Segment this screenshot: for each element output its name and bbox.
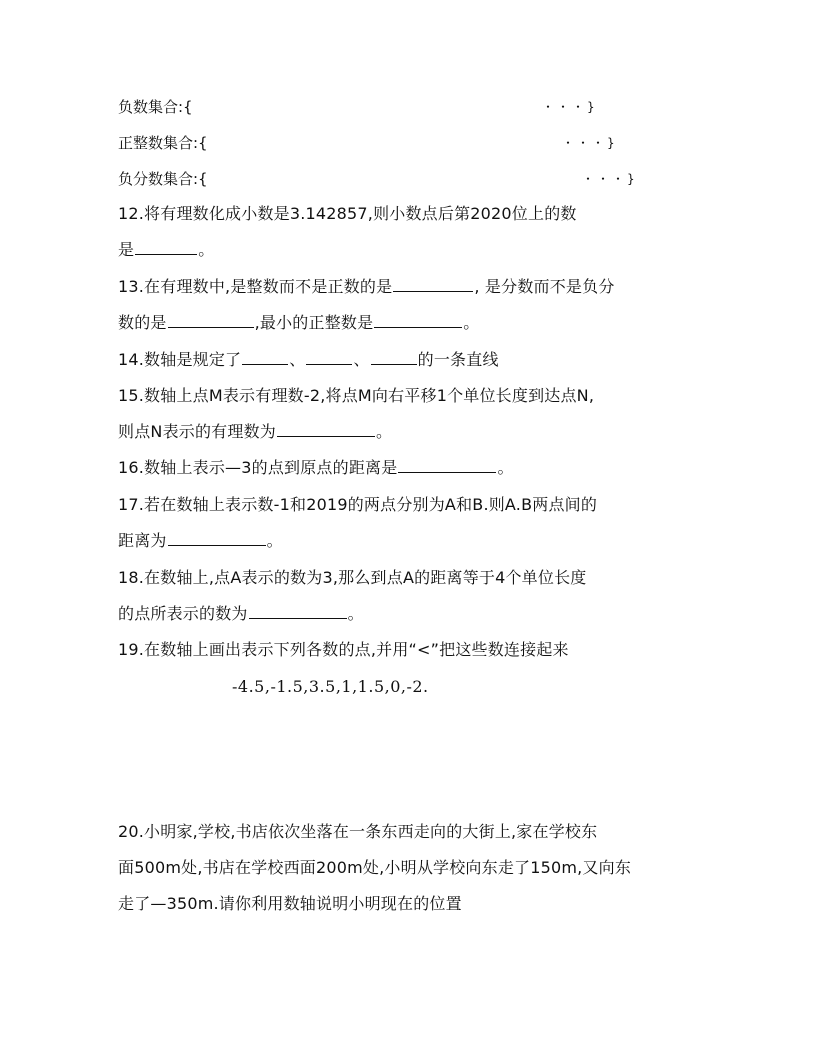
q17-end: 。 (266, 531, 283, 550)
negative-fraction-set-label: 负分数集合:{ (118, 170, 208, 188)
question-17-line-1: 17.若在数轴上表示数-1和2019的两点分别为A和B.则A.B两点间的 (118, 495, 598, 514)
answer-blank[interactable] (371, 350, 417, 365)
question-20-line-1: 20.小明家,学校,书店依次坐落在一条东西走向的大街上,家在学校东 (118, 822, 598, 841)
question-19-numbers: -4.5,-1.5,3.5,1,1.5,0,-2. (232, 677, 429, 696)
question-18-line-2 (118, 604, 364, 624)
question-15-line-1: 15.数轴上点M表示有理数-2,将点M向右平移1个单位长度到达点N, (118, 386, 595, 405)
question-20-line-2: 面500m处,书店在学校西面200m处,小明从学校向东走了150m,又向东 (118, 858, 632, 877)
q13-text-d: ,最小的正整数是 (254, 313, 374, 332)
answer-blank[interactable] (168, 313, 254, 328)
q12-text: 是 (118, 240, 135, 259)
answer-blank[interactable] (168, 531, 266, 546)
question-12-line-1: 12.将有理数化成小数是3.142857,则小数点后第2020位上的数 (118, 204, 577, 223)
answer-blank[interactable] (135, 240, 197, 255)
q18-text: 的点所表示的数为 (118, 604, 248, 623)
answer-blank[interactable] (242, 350, 288, 365)
question-13-line-1 (118, 277, 615, 297)
q13-text-c: 数的是 (118, 313, 167, 332)
answer-blank[interactable] (306, 350, 352, 365)
negative-set-row (118, 97, 718, 119)
answer-blank[interactable] (393, 277, 473, 292)
answer-blank[interactable] (398, 458, 496, 473)
question-19-line: 19.在数轴上画出表示下列各数的点,并用“<”把这些数连接起来 (118, 640, 569, 659)
negative-set-label: 负数集合:{ (118, 98, 193, 116)
q18-end: 。 (347, 604, 364, 623)
negative-fraction-set-end: ・・・} (582, 172, 638, 186)
q16-end: 。 (497, 458, 514, 477)
q14-sep-1: 、 (289, 350, 306, 369)
q13-text-b: , 是分数而不是负分 (474, 277, 615, 296)
q16-text: 16.数轴上表示—3的点到原点的距离是 (118, 458, 398, 477)
q15-end: 。 (375, 422, 393, 441)
question-12-line-2 (118, 240, 214, 260)
question-17-line-2 (118, 531, 283, 551)
q14-sep-2: 、 (353, 350, 370, 369)
negative-fraction-set-row (118, 169, 718, 191)
q13-end: 。 (463, 313, 480, 332)
question-20-line-3: 走了—350m.请你利用数轴说明小明现在的位置 (118, 894, 462, 913)
q15-text: 则点N表示的有理数为 (118, 422, 276, 441)
q12-end: 。 (198, 240, 215, 259)
question-18-line-1: 18.在数轴上,点A表示的数为3,那么到点A的距离等于4个单位长度 (118, 568, 587, 587)
question-16-line (118, 458, 514, 478)
positive-integer-set-row (118, 133, 718, 155)
answer-blank[interactable] (249, 604, 347, 619)
answer-blank[interactable] (374, 313, 462, 328)
q14-text: 14.数轴是规定了 (118, 350, 242, 369)
question-13-line-2 (118, 313, 480, 333)
positive-integer-set-end: ・・・} (562, 136, 618, 150)
answer-blank[interactable] (277, 422, 375, 437)
q17-text: 距离为 (118, 531, 167, 550)
positive-integer-set-label: 正整数集合:{ (118, 134, 208, 152)
question-14-line (118, 350, 499, 370)
q13-text-a: 13.在有理数中,是整数而不是正数的是 (118, 277, 393, 296)
question-15-line-2 (118, 422, 392, 442)
negative-set-end: ・・・} (542, 100, 598, 114)
q14-end: 的一条直线 (417, 350, 499, 369)
